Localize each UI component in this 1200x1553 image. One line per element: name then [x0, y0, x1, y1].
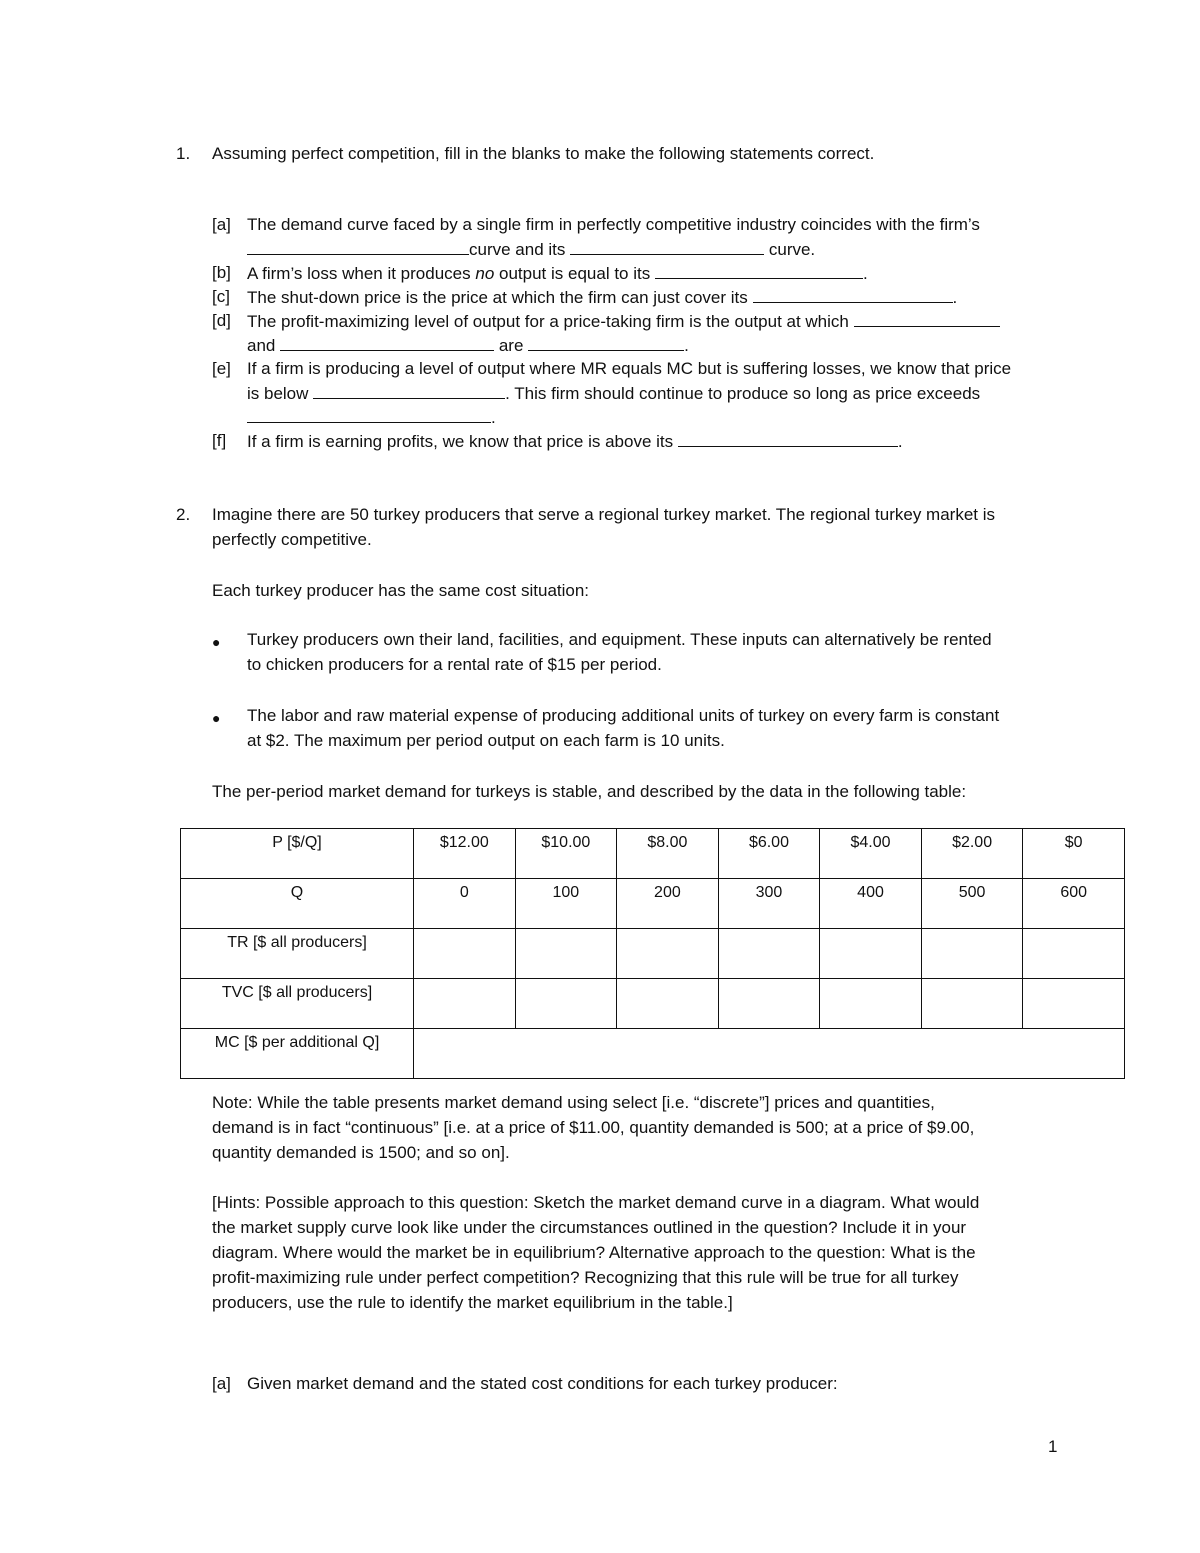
answer-blank[interactable] [678, 431, 898, 447]
row-header-mc: MC [$ per additional Q] [181, 1029, 414, 1079]
hint-line3: diagram. Where would the market be in equilibrium? Alternative approach to the question: What is the [212, 1243, 976, 1262]
q1-part-a-end-text: curve. [768, 240, 816, 259]
price-cell: $12.00 [414, 829, 516, 879]
q1-part-d-end: . [684, 336, 689, 355]
answer-blank[interactable] [528, 335, 684, 351]
q1-part-e-end: . [491, 408, 496, 427]
price-cell: $8.00 [617, 829, 719, 879]
market-demand-table [180, 828, 1125, 1079]
answer-blank[interactable] [313, 383, 505, 399]
answer-blank[interactable] [247, 407, 491, 423]
empty-answer-cell[interactable] [617, 929, 719, 979]
bullet-2-line1: The labor and raw material expense of producing additional units of turkey on every farm is constant [247, 706, 1000, 725]
question-1-prompt: Assuming perfect competition, fill in the blanks to make the following statements correct. [212, 144, 875, 163]
q1-part-f-main: If a firm is earning profits, we know that price is above its [247, 432, 674, 451]
table-row [181, 929, 1125, 979]
row-header-tr: TR [$ all producers] [181, 929, 414, 979]
q2-part-a-text: Given market demand and the stated cost conditions for each turkey producer: [247, 1374, 838, 1393]
price-cell: $4.00 [820, 829, 922, 879]
note-line1: Note: While the table presents market demand using select [i.e. “discrete”] prices and quantities, [212, 1093, 935, 1112]
bullet-icon: ● [212, 710, 221, 726]
empty-answer-cell[interactable] [414, 979, 516, 1029]
q1-part-b-emphasis: no [475, 264, 495, 283]
empty-answer-cell[interactable] [820, 929, 922, 979]
table-row [181, 979, 1125, 1029]
q1-part-b-text1: A firm’s loss when it produces [247, 264, 471, 283]
quantity-cell: 600 [1023, 879, 1125, 929]
q1-part-a-line1: The demand curve faced by a single firm in perfectly competitive industry coincides with the firm’s [247, 215, 980, 234]
empty-answer-cell[interactable] [515, 979, 617, 1029]
price-cell: $6.00 [718, 829, 820, 879]
question-1-number: 1. [176, 144, 191, 163]
hint-line2: the market supply curve look like under the circumstances outlined in the question? Include it in your [212, 1218, 967, 1237]
q1-part-b-text [247, 263, 868, 284]
note-line2: demand is in fact “continuous” [i.e. at a price of $11.00, quantity demanded is 500; at a price of $9.00, [212, 1118, 975, 1137]
price-cell: $10.00 [515, 829, 617, 879]
q1-part-f-end: . [897, 432, 903, 451]
note-line3: quantity demanded is 1500; and so on]. [212, 1143, 510, 1162]
hint-line1: [Hints: Possible approach to this question: Sketch the market demand curve in a diagram. What would [212, 1193, 980, 1212]
row-header-tvc: TVC [$ all producers] [181, 979, 414, 1029]
row-header-quantity: Q [181, 879, 414, 929]
bullet-icon: ● [212, 634, 221, 650]
empty-answer-cell[interactable] [414, 929, 516, 979]
quantity-cell: 100 [515, 879, 617, 929]
empty-answer-cell[interactable] [921, 979, 1023, 1029]
q1-part-e-line1: If a firm is producing a level of output where MR equals MC but is suffering losses, we know that price [247, 359, 1012, 378]
cost-intro: Each turkey producer has the same cost situation: [212, 581, 590, 600]
bullet-1-line1: Turkey producers own their land, facilities, and equipment. These inputs can alternatively be rented [247, 630, 992, 649]
quantity-cell: 200 [617, 879, 719, 929]
table-row [181, 879, 1125, 929]
q1-part-d-are: are [498, 336, 524, 355]
empty-answer-cell[interactable] [921, 929, 1023, 979]
table-row [181, 1029, 1125, 1079]
empty-answer-cell[interactable] [718, 979, 820, 1029]
q1-part-d-label: [d] [212, 311, 231, 330]
table-intro: The per-period market demand for turkeys is stable, and described by the data in the following table: [212, 782, 967, 801]
hint-line4: profit-maximizing rule under perfect competition? Recognizing that this rule will be true for all turkey [212, 1268, 959, 1287]
page-number: 1 [1048, 1437, 1058, 1456]
q1-part-c-text [247, 287, 957, 308]
answer-blank[interactable] [854, 311, 1000, 327]
empty-answer-cell[interactable] [820, 979, 922, 1029]
empty-answer-cell[interactable] [718, 929, 820, 979]
question-2-line1: Imagine there are 50 turkey producers that serve a regional turkey market. The regional turkey market is [212, 505, 996, 524]
answer-blank[interactable] [753, 287, 953, 303]
q1-part-e-line2 [247, 383, 980, 404]
q1-part-e-text2b: . This firm should continue to produce so long as price exceeds [505, 384, 981, 403]
answer-blank[interactable] [655, 263, 863, 279]
empty-answer-cell[interactable] [515, 929, 617, 979]
answer-blank[interactable] [247, 239, 469, 255]
empty-answer-cell[interactable] [1023, 979, 1125, 1029]
answer-blank[interactable] [280, 335, 494, 351]
quantity-cell: 0 [414, 879, 516, 929]
bullet-1-line2: to chicken producers for a rental rate of $15 per period. [247, 655, 662, 674]
quantity-cell: 500 [921, 879, 1023, 929]
q1-part-f-text [247, 431, 903, 452]
q1-part-e-text2a: is below [247, 384, 309, 403]
q1-part-a-label: [a] [212, 215, 231, 234]
q1-part-a-line2 [247, 239, 815, 260]
q1-part-d-and: and [247, 336, 276, 355]
question-2-line2: perfectly competitive. [212, 530, 372, 549]
table-row [181, 829, 1125, 879]
price-cell: $2.00 [921, 829, 1023, 879]
empty-answer-cell[interactable] [414, 1029, 1125, 1079]
empty-answer-cell[interactable] [617, 979, 719, 1029]
q1-part-e-label: [e] [212, 359, 231, 378]
q1-part-c-end: . [952, 288, 958, 307]
quantity-cell: 400 [820, 879, 922, 929]
q1-part-d-main: The profit-maximizing level of output for a price-taking firm is the output at which [247, 312, 849, 331]
q1-part-c-label: [c] [212, 287, 230, 306]
q1-part-b-text2: output is equal to its [499, 264, 651, 283]
q1-part-c-main: The shut-down price is the price at which the firm can just cover its [247, 288, 748, 307]
bullet-2-line2: at $2. The maximum per period output on each farm is 10 units. [247, 731, 725, 750]
q1-part-d-line1 [247, 311, 1000, 332]
q2-part-a-label: [a] [212, 1374, 231, 1393]
empty-answer-cell[interactable] [1023, 929, 1125, 979]
hint-line5: producers, use the rule to identify the market equilibrium in the table.] [212, 1293, 733, 1312]
q1-part-d-line2 [247, 335, 689, 356]
answer-blank[interactable] [570, 239, 764, 255]
q1-part-a-mid-text: curve and its [469, 240, 566, 259]
q1-part-b-label: [b] [212, 263, 231, 282]
quantity-cell: 300 [718, 879, 820, 929]
q1-part-f-label: [f] [212, 431, 227, 450]
q1-part-b-end: . [862, 264, 868, 283]
row-header-price: P [$/Q] [181, 829, 414, 879]
q1-part-e-line3 [247, 407, 496, 428]
question-2-number: 2. [176, 505, 191, 524]
price-cell: $0 [1023, 829, 1125, 879]
